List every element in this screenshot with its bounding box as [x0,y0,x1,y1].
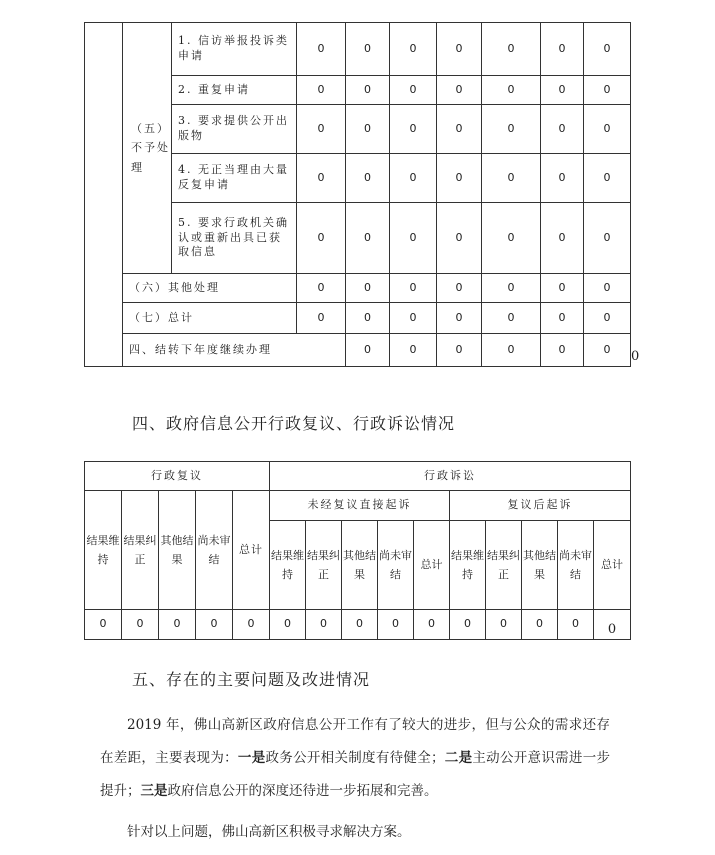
row-label: （六）其他处理 [123,274,297,303]
value-cell: 0 [378,610,414,640]
section-4-title: 四、政府信息公开行政复议、行政诉讼情况 [132,414,456,433]
value-cell: 0 [297,303,346,334]
value-cell: 0 [390,303,437,334]
value-cell: 0 [482,76,541,105]
value-cell: 0 [342,610,378,640]
direct-col-header: 结果纠正 [306,521,342,610]
value-cell: 0 [306,610,342,640]
para-text: 2019 年，佛山高新区政府信息公开工作有了较大的进步，但与公众的需求还存在差距，主要表现为： [100,717,610,766]
after-review-suit-header: 复议后起诉 [450,491,631,521]
value-cell: 0 [390,23,437,76]
application-handling-table: （五）不予处理 1. 信访举报投诉类申请 0 0 0 0 0 0 0 2. 重复申请 0 0 0 0 0 0 0 3. 要求提供公开出版物 0 0 0 0 0 0 0 4. 无正当理由大量反复申请 0 0 0 0 0 0 0 5. 要求行政机关确认或重新出具已获取信息 0 0 0 0 0 0 0 （六）其他处理 0 0 0 0 0 0 0 （七）总计 0 0 0 0 0 0 0 四、结转下年度继续办理 0 0 0 0 0 0 0 [84,22,631,367]
row-label: 2. 重复申请 [172,76,297,105]
value-cell: 0 [541,105,584,154]
value-cell: 0 [482,334,541,367]
review-col-header: 尚未审结 [196,491,233,610]
review-col-header: 总计 [233,491,270,610]
value-cell: 0 [584,76,631,105]
row-label: （七）总计 [123,303,297,334]
value-cell: 0 [541,303,584,334]
value-cell: 0 [522,610,558,640]
section-5-title: 五、存在的主要问题及改进情况 [132,670,371,689]
value-cell: 0 [346,76,390,105]
value-cell: 0 [390,203,437,274]
row-label: 1. 信访举报投诉类申请 [172,23,297,76]
value-cell: 0 [346,23,390,76]
value-cell: 0 [437,303,482,334]
value-cell: 0 [390,274,437,303]
value-cell: 0 [486,610,522,640]
para-text: 政府信息公开的深度还待进一步拓展和完善。 [167,783,438,799]
value-cell: 0 [482,203,541,274]
para-emphasis: 一是 [237,750,266,766]
value-cell: 0 [450,610,486,640]
direct-col-header: 其他结果 [342,521,378,610]
value-cell: 0 [437,203,482,274]
direct-suit-header: 未经复议直接起诉 [270,491,450,521]
review-col-header: 其他结果 [159,491,196,610]
solution-paragraph: 针对以上问题，佛山高新区积极寻求解决方案。 [127,824,411,840]
value-cell: 0 [584,303,631,334]
value-cell: 0 [594,610,631,640]
admin-litigation-header: 行政诉讼 [270,462,631,491]
value-cell: 0 [541,76,584,105]
value-cell: 0 [437,274,482,303]
para-text: 主动公开意识需进一步提升； [100,750,611,799]
row-label: 5. 要求行政机关确认或重新出具已获取信息 [172,203,297,274]
value-cell: 0 [482,274,541,303]
value-cell: 0 [541,274,584,303]
direct-col-header: 结果维持 [270,521,306,610]
value-cell: 0 [584,23,631,76]
value-cell: 0 [414,610,450,640]
value-cell: 0 [584,274,631,303]
value-cell: 0 [297,23,346,76]
value-cell: 0 [346,154,390,203]
after-col-header: 尚未审结 [558,521,594,610]
value-cell: 0 [297,203,346,274]
para-text: 政务公开相关制度有待健全； [265,750,445,766]
value-cell: 0 [297,105,346,154]
value-cell: 0 [297,76,346,105]
value-cell: 0 [346,105,390,154]
value-cell: 0 [437,76,482,105]
direct-col-header: 总计 [414,521,450,610]
row-label: 3. 要求提供公开出版物 [172,105,297,154]
value-cell: 0 [437,334,482,367]
after-col-header: 结果纠正 [486,521,522,610]
value-cell: 0 [541,203,584,274]
value-cell: 0 [346,303,390,334]
value-cell: 0 [584,334,631,367]
problems-paragraph [100,709,610,808]
review-col-header: 结果纠正 [122,491,159,610]
direct-col-header: 尚未审结 [378,521,414,610]
value-cell: 0 [122,610,159,640]
value-cell: 0 [482,154,541,203]
value-cell: 0 [482,23,541,76]
value-cell: 0 [584,105,631,154]
para-emphasis: 二是 [444,750,473,766]
value-cell: 0 [85,610,122,640]
admin-review-header: 行政复议 [85,462,270,491]
value-cell: 0 [541,154,584,203]
value-cell: 0 [482,303,541,334]
row-label: 四、结转下年度继续办理 [123,334,346,367]
value-cell: 0 [346,203,390,274]
value-cell: 0 [390,334,437,367]
review-litigation-table [84,461,631,640]
value-cell: 0 [390,105,437,154]
value-cell: 0 [159,610,196,640]
value-cell: 0 [437,154,482,203]
value-cell: 0 [584,154,631,203]
value-cell: 0 [297,154,346,203]
outer-category-cell [85,23,123,367]
value-cell: 0 [558,610,594,640]
value-cell: 0 [390,76,437,105]
para-emphasis: 三是 [140,783,168,799]
value-cell: 0 [346,334,390,367]
value-cell: 0 [437,105,482,154]
value-cell: 0 [346,274,390,303]
value-cell: 0 [482,105,541,154]
review-col-header: 结果维持 [85,491,122,610]
after-col-header: 总计 [594,521,631,610]
value-cell: 0 [541,334,584,367]
value-cell: 0 [584,203,631,274]
value-cell: 0 [196,610,233,640]
after-col-header: 结果维持 [450,521,486,610]
value-cell: 0 [270,610,306,640]
row-label: 4. 无正当理由大量反复申请 [172,154,297,203]
value-cell: 0 [297,274,346,303]
value-cell: 0 [437,23,482,76]
group-five-label: （五）不予处理 [123,23,172,274]
after-col-header: 其他结果 [522,521,558,610]
value-cell: 0 [233,610,270,640]
value-cell: 0 [541,23,584,76]
value-cell: 0 [390,154,437,203]
